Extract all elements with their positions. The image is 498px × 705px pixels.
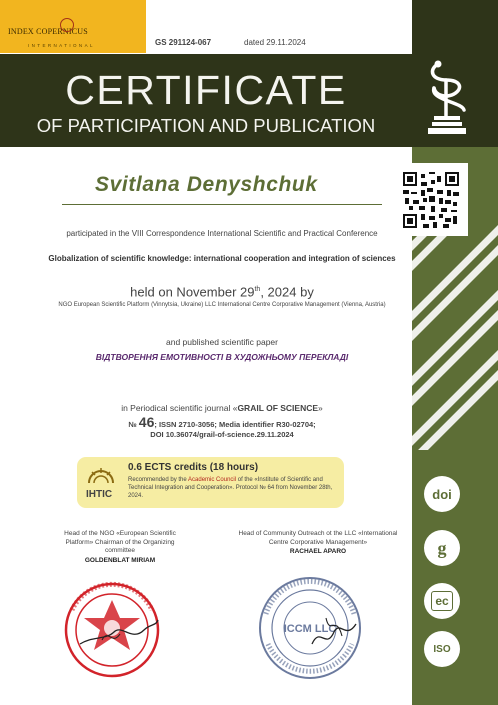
right-signatory bbox=[218, 530, 418, 557]
iso-icon bbox=[424, 631, 460, 667]
left-signatory bbox=[30, 530, 210, 565]
iso-icon-label: ISO bbox=[433, 643, 451, 655]
published-text: and published scientific paper bbox=[166, 337, 278, 347]
journal-line bbox=[42, 403, 402, 414]
held-on-date: held on November 29 bbox=[130, 284, 255, 300]
ects-academic-council: Academic Council bbox=[188, 477, 237, 483]
held-on-text bbox=[42, 282, 402, 300]
logo-subtext: INTERNATIONAL bbox=[28, 43, 95, 48]
paper-title: ВІДТВОРЕННЯ ЕМОТИВНОСТІ В ХУДОЖНЬОМУ ПЕРЕКЛАДІ bbox=[95, 352, 349, 362]
held-on-suffix-sup: th bbox=[254, 286, 261, 293]
issue-details bbox=[42, 414, 402, 440]
doi-text: DOI 10.36074/grail-of-science.29.11.2024 bbox=[150, 430, 294, 439]
issue-number: 46 bbox=[138, 414, 155, 430]
doi-icon bbox=[424, 476, 460, 512]
iccm-stamp bbox=[256, 574, 364, 682]
certificate-subtitle: OF PARTICIPATION AND PUBLICATION bbox=[36, 115, 376, 136]
ects-credits-title: 0.6 ECTS credits (18 hours) bbox=[128, 462, 259, 473]
doi-icon-label: doi bbox=[432, 486, 452, 502]
organizers: NGO European Scientific Platform (Vinnytsia, Ukraine) LLC International Centre Corporative Management (Vienna, Austria) bbox=[58, 302, 386, 308]
diagonal-stripes bbox=[398, 220, 498, 450]
index-copernicus-logo bbox=[0, 0, 146, 53]
certificate-number: GS 291124-067 bbox=[155, 38, 212, 47]
right-signatory-name: RACHAEL APARO bbox=[289, 548, 347, 555]
participation-text: participated in the VIII Correspondence International Scientific and Practical Conference bbox=[66, 229, 378, 238]
left-signatory-name: GOLDENBLAT MIRIAM bbox=[84, 556, 156, 564]
issue-info: ; ISSN 2710-3056; Media identifier R30-02704; bbox=[154, 420, 316, 429]
held-on-by: , 2024 by bbox=[260, 284, 314, 300]
certificate-date: dated 29.11.2024 bbox=[244, 38, 306, 47]
european-scientific-platform-stamp bbox=[62, 580, 162, 680]
journal-name: GRAIL OF SCIENCE bbox=[237, 403, 319, 413]
left-signatory-role: Head of the NGO «European Scientific Platform» Chairman of the Organizing committee bbox=[64, 530, 176, 554]
logo-text: INDEX COPERNICUS bbox=[8, 27, 88, 36]
issue-label: № bbox=[128, 420, 137, 429]
conference-emblem-icon bbox=[424, 58, 476, 136]
conference-title: Globalization of scientific knowledge: international cooperation and integration of sciences bbox=[48, 254, 396, 263]
recipient-name: Svitlana Denyshchuk bbox=[95, 173, 318, 196]
right-signatory-role: Head of Community Outreach ot the LLC «International Centre Corporative Management» bbox=[238, 530, 398, 546]
copernicus-emblem-icon bbox=[60, 18, 74, 32]
ec-icon-label: ec bbox=[431, 591, 452, 611]
certificate-title: CERTIFICATE bbox=[65, 67, 347, 113]
journal-suffix: » bbox=[318, 403, 323, 413]
google-scholar-icon-label: g bbox=[437, 537, 447, 558]
ihtic-label: IHTIC bbox=[86, 489, 113, 500]
ects-description bbox=[128, 476, 340, 500]
iccm-stamp-text: ICCM LLC bbox=[283, 623, 337, 635]
ihtic-logo-icon bbox=[86, 465, 116, 483]
qr-code bbox=[403, 172, 459, 228]
ects-text-prefix: Recommended by the bbox=[128, 477, 189, 483]
ec-icon bbox=[424, 583, 460, 619]
google-scholar-icon bbox=[424, 530, 460, 566]
name-underline bbox=[62, 204, 382, 205]
journal-prefix: in Periodical scientific journal « bbox=[121, 403, 238, 413]
ects-text-suffix: of the «Institute of Scientific and Technical Integration and Cooperation». Protocol № 64 from November 28th, 2024. bbox=[128, 477, 333, 499]
